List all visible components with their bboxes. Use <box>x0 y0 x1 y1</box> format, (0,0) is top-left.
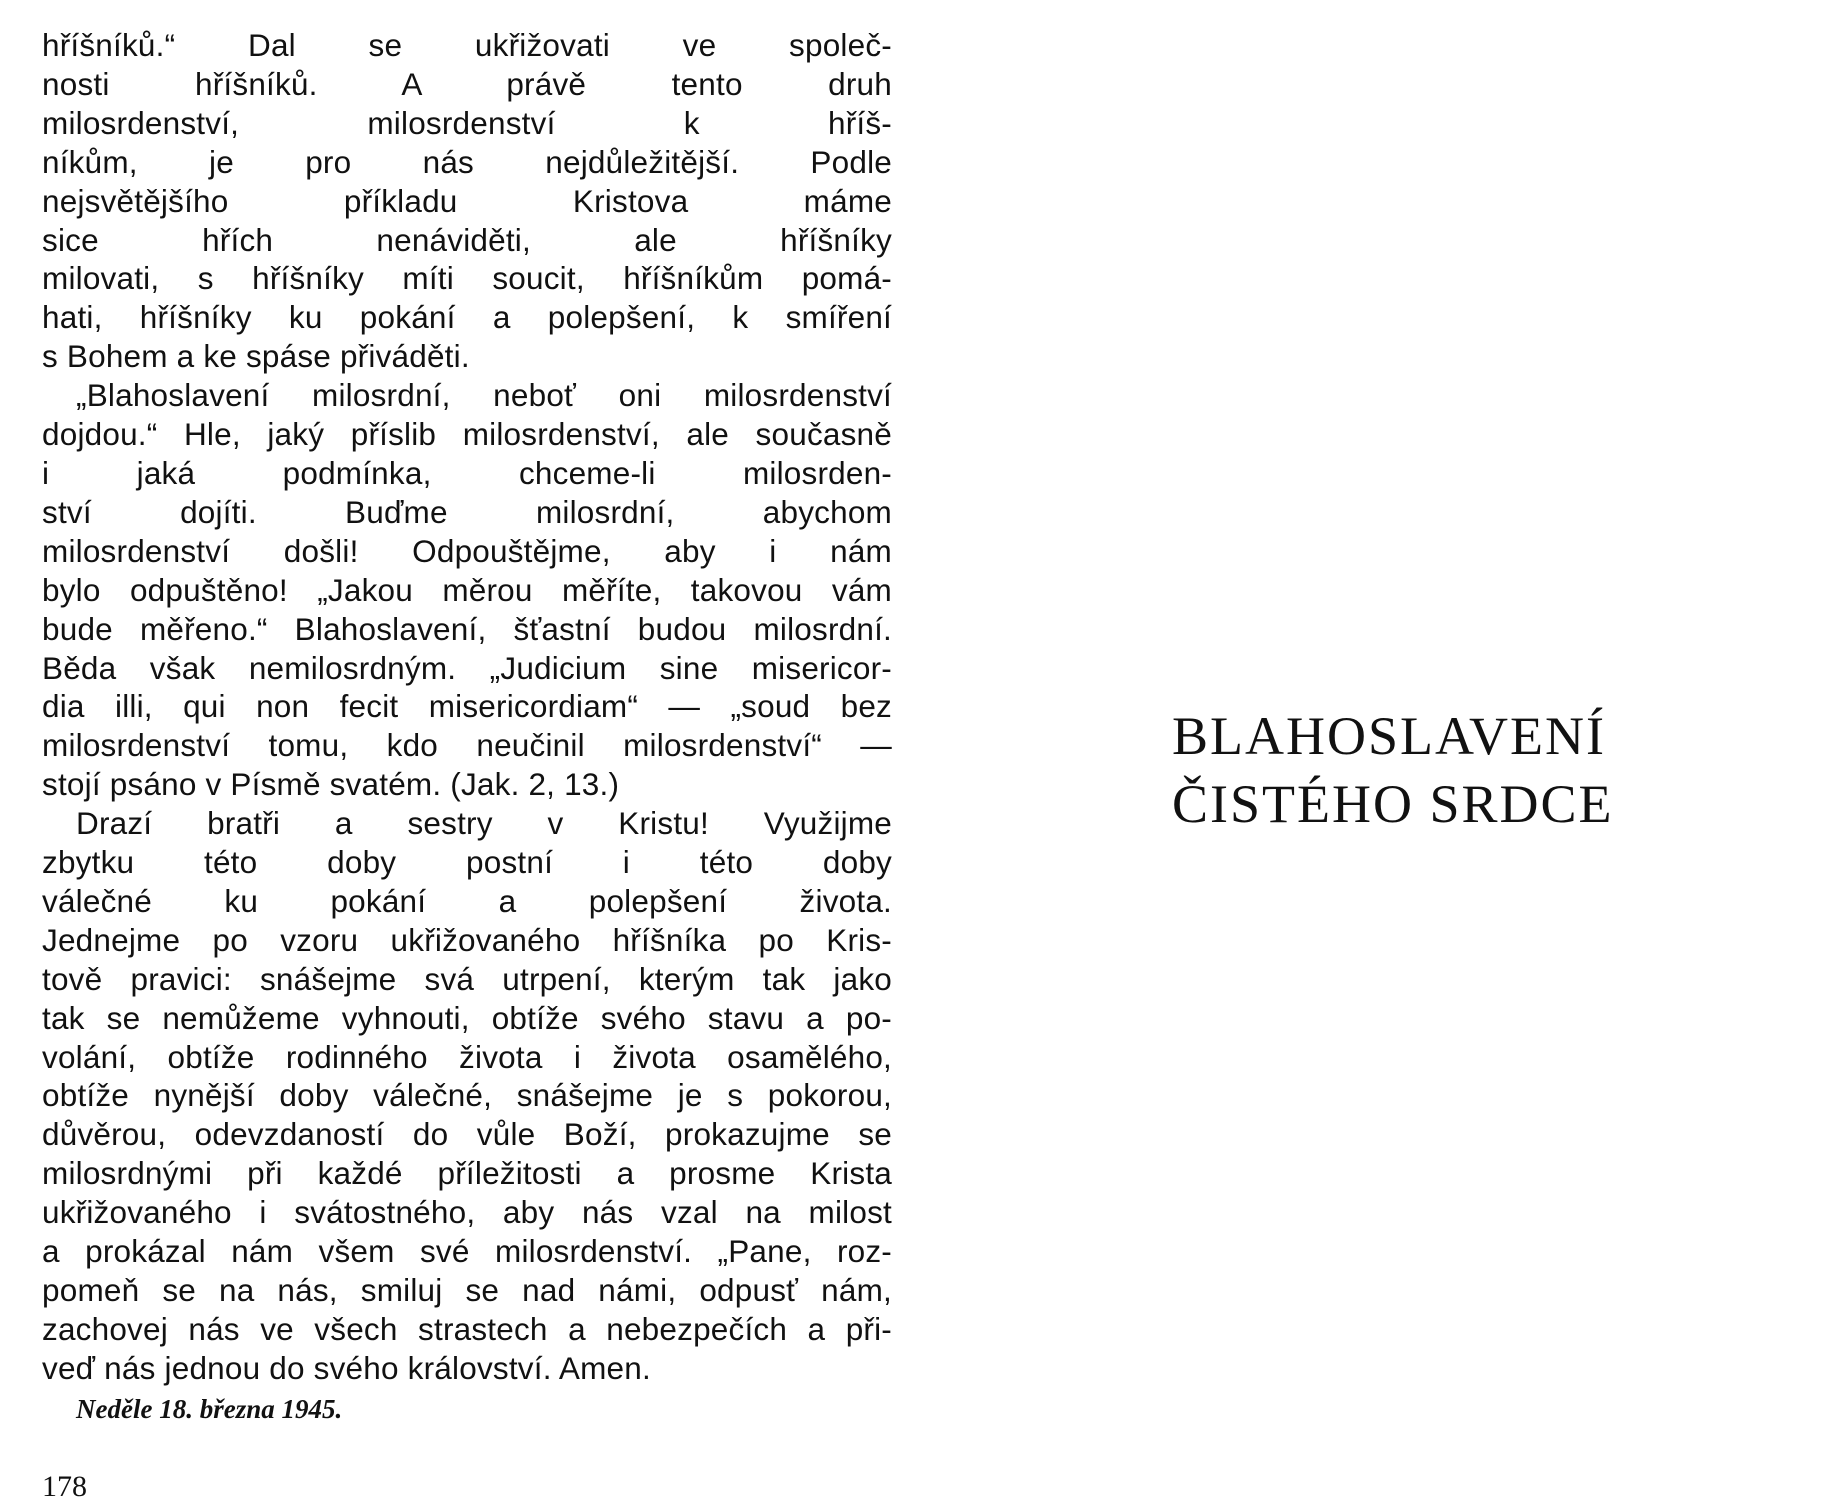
text-line: obtíže nynější doby válečné, snášejme je s pokorou, <box>42 1077 892 1114</box>
text-line: Běda však nemilosrdným. „Judicium sine misericor- <box>42 649 892 686</box>
right-page <box>1172 702 1732 838</box>
text-line: bude měřeno.“ Blahoslavení, šťastní budou milosrdní. <box>42 610 892 647</box>
text-line: bylo odpuštěno! „Jakou měrou měříte, takovou vám <box>42 571 892 608</box>
text-line: milosrdenství došli! Odpouštějme, aby i nám <box>42 532 892 569</box>
text-line: nosti hříšníků. A právě tento druh <box>42 65 892 102</box>
text-line: hati, hříšníky ku pokání a polepšení, k smíření <box>42 299 892 336</box>
text-line: stojí psáno v Písmě svatém. (Jak. 2, 13.) <box>42 766 620 803</box>
text-line: veď nás jednou do svého království. Amen. <box>42 1349 651 1386</box>
text-line: „Blahoslavení milosrdní, neboť oni milosrdenství <box>76 377 892 414</box>
text-line: milovati, s hříšníky míti soucit, hříšníkům pomá- <box>42 260 892 297</box>
sermon-date: Neděle 18. března 1945. <box>76 1393 343 1424</box>
text-line: dia illi, qui non fecit misericordiam“ — „soud bez <box>42 688 892 725</box>
text-line: důvěrou, odevzdaností do vůle Boží, prokazujme se <box>42 1116 892 1153</box>
text-line: tově pravici: snášejme svá utrpení, kterým tak jako <box>42 960 892 997</box>
text-line: pomeň se na nás, smiluj se nad námi, odpusť nám, <box>42 1272 892 1308</box>
chapter-title-line-1: BLAHOSLAVENÍ <box>1172 706 1607 766</box>
text-line: tak se nemůžeme vyhnouti, obtíže svého stavu a po- <box>42 999 892 1036</box>
left-page <box>42 26 892 1426</box>
text-line: Drazí bratři a sestry v Kristu! Využijme <box>76 805 892 842</box>
text-line: volání, obtíže rodinného života i života osamělého, <box>42 1038 892 1075</box>
text-line: válečné ku pokání a polepšení života. <box>42 882 892 919</box>
page-number: 178 <box>42 1470 87 1503</box>
text-line: i jaká podmínka, chceme-li milosrden- <box>42 454 892 491</box>
text-line: milosrdenství, milosrdenství k hříš- <box>42 104 892 141</box>
paragraph-2 <box>42 376 892 804</box>
text-line: ukřižovaného i svátostného, aby nás vzal na milost <box>42 1194 892 1231</box>
text-line: sice hřích nenáviděti, ale hříšníky <box>42 221 892 258</box>
text-line: s Bohem a ke spáse přiváděti. <box>42 338 470 375</box>
text-line: zachovej nás ve všech strastech a nebezpečích a při- <box>42 1310 892 1347</box>
text-line: milosrdenství tomu, kdo neučinil milosrdenství“ — <box>42 727 892 764</box>
text-line: ství dojíti. Buďme milosrdní, abychom <box>42 493 892 530</box>
text-line: hříšníků.“ Dal se ukřižovati ve společ- <box>42 27 892 63</box>
text-line: milosrdnými při každé příležitosti a prosme Krista <box>42 1155 892 1192</box>
chapter-title-line-2: ČISTÉHO SRDCE <box>1172 774 1614 834</box>
paragraph-3 <box>42 804 892 1388</box>
body-text <box>42 26 892 1388</box>
text-line: dojdou.“ Hle, jaký příslib milosrdenství, ale současně <box>42 416 892 453</box>
text-line: Jednejme po vzoru ukřižovaného hříšníka po Kris- <box>42 921 892 958</box>
chapter-title <box>1172 702 1732 838</box>
text-line: nejsvětějšího příkladu Kristova máme <box>42 182 892 219</box>
text-line: zbytku této doby postní i této doby <box>42 844 892 881</box>
paragraph-1 <box>42 26 892 376</box>
text-line: a prokázal nám všem své milosrdenství. „Pane, roz- <box>42 1233 892 1270</box>
text-line: níkům, je pro nás nejdůležitější. Podle <box>42 143 892 180</box>
